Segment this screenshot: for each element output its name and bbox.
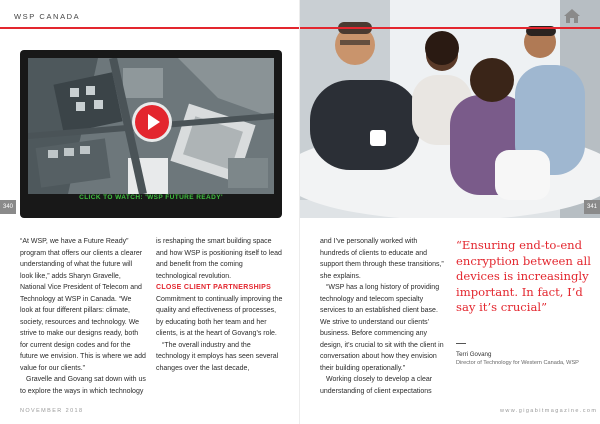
page-number-right: 341 — [584, 200, 600, 214]
video-caption-link[interactable]: CLICK TO WATCH: 'WSP FUTURE READY' — [79, 194, 223, 201]
body-paragraph: and I’ve personally worked with hundreds of clients to educate and support them through these transitions,” she explains. — [320, 238, 444, 280]
footer-website[interactable]: www.gigabitmagazine.com — [500, 408, 598, 414]
subheading: CLOSE CLIENT PARTNERSHIPS — [156, 284, 272, 291]
section-label: WSP CANADA — [14, 12, 81, 21]
page-number-left: 340 — [0, 200, 16, 214]
body-paragraph: Working closely to develop a clear understanding of client expectations — [320, 376, 433, 395]
pull-quote: “Ensuring end-to-end encryption between all devices is increasingly important. In fact, I’d say it’s crucial” — [456, 238, 591, 315]
body-paragraph: is reshaping the smart building space and how WSP is positioning itself to lead and benefit from the coming technological revolution. — [156, 238, 282, 280]
body-column-3 — [320, 236, 446, 397]
video-player[interactable] — [20, 50, 282, 218]
quote-attribution-name: Terri Govang — [456, 351, 492, 358]
body-paragraph: “At WSP, we have a Future Ready” program that offers our clients a clearer understanding of what the future will look like,” adds Sharyn Gravelle, National Vice President of Telecom and Technology at WSP in Canada. “We look at four different pillars: climate, society, resources and technology. We strive to make our designs ready, both for current design codes and for the future we envision. This is where we add value for our clients.” — [20, 238, 146, 372]
body-paragraph: “The overall industry and the technology it employs has seen several changes over the last decade, — [156, 341, 279, 372]
body-paragraph: “WSP has a long history of providing technology and telecom specialty services to an established client base. We strive to understand our clients’ business. Before commencing any design, it’s crucial to sit with the client in conversation about how they envision their building operationally.” — [320, 284, 444, 372]
body-column-2 — [156, 236, 284, 374]
body-paragraph: Gravelle and Govang sat down with us to explore the ways in which technology — [20, 376, 146, 395]
quote-divider — [456, 343, 466, 344]
header-rule — [0, 27, 300, 29]
right-page — [300, 0, 600, 424]
quote-attribution-title: Director of Technology for Western Canada, WSP — [456, 360, 579, 366]
footer-date: NOVEMBER 2018 — [20, 408, 84, 414]
play-button[interactable] — [135, 105, 169, 139]
play-icon — [148, 114, 160, 130]
video-thumbnail[interactable] — [28, 58, 274, 194]
header-rule-right — [300, 27, 600, 29]
home-icon[interactable] — [563, 8, 581, 24]
body-column-1 — [20, 236, 146, 397]
office-meeting-image — [300, 0, 600, 218]
meeting-photo — [300, 0, 600, 218]
body-paragraph: Commitment to continually improving the quality and effectiveness of processes, by educating both her team and her clients, is at the heart of Govang’s role. — [156, 295, 283, 337]
